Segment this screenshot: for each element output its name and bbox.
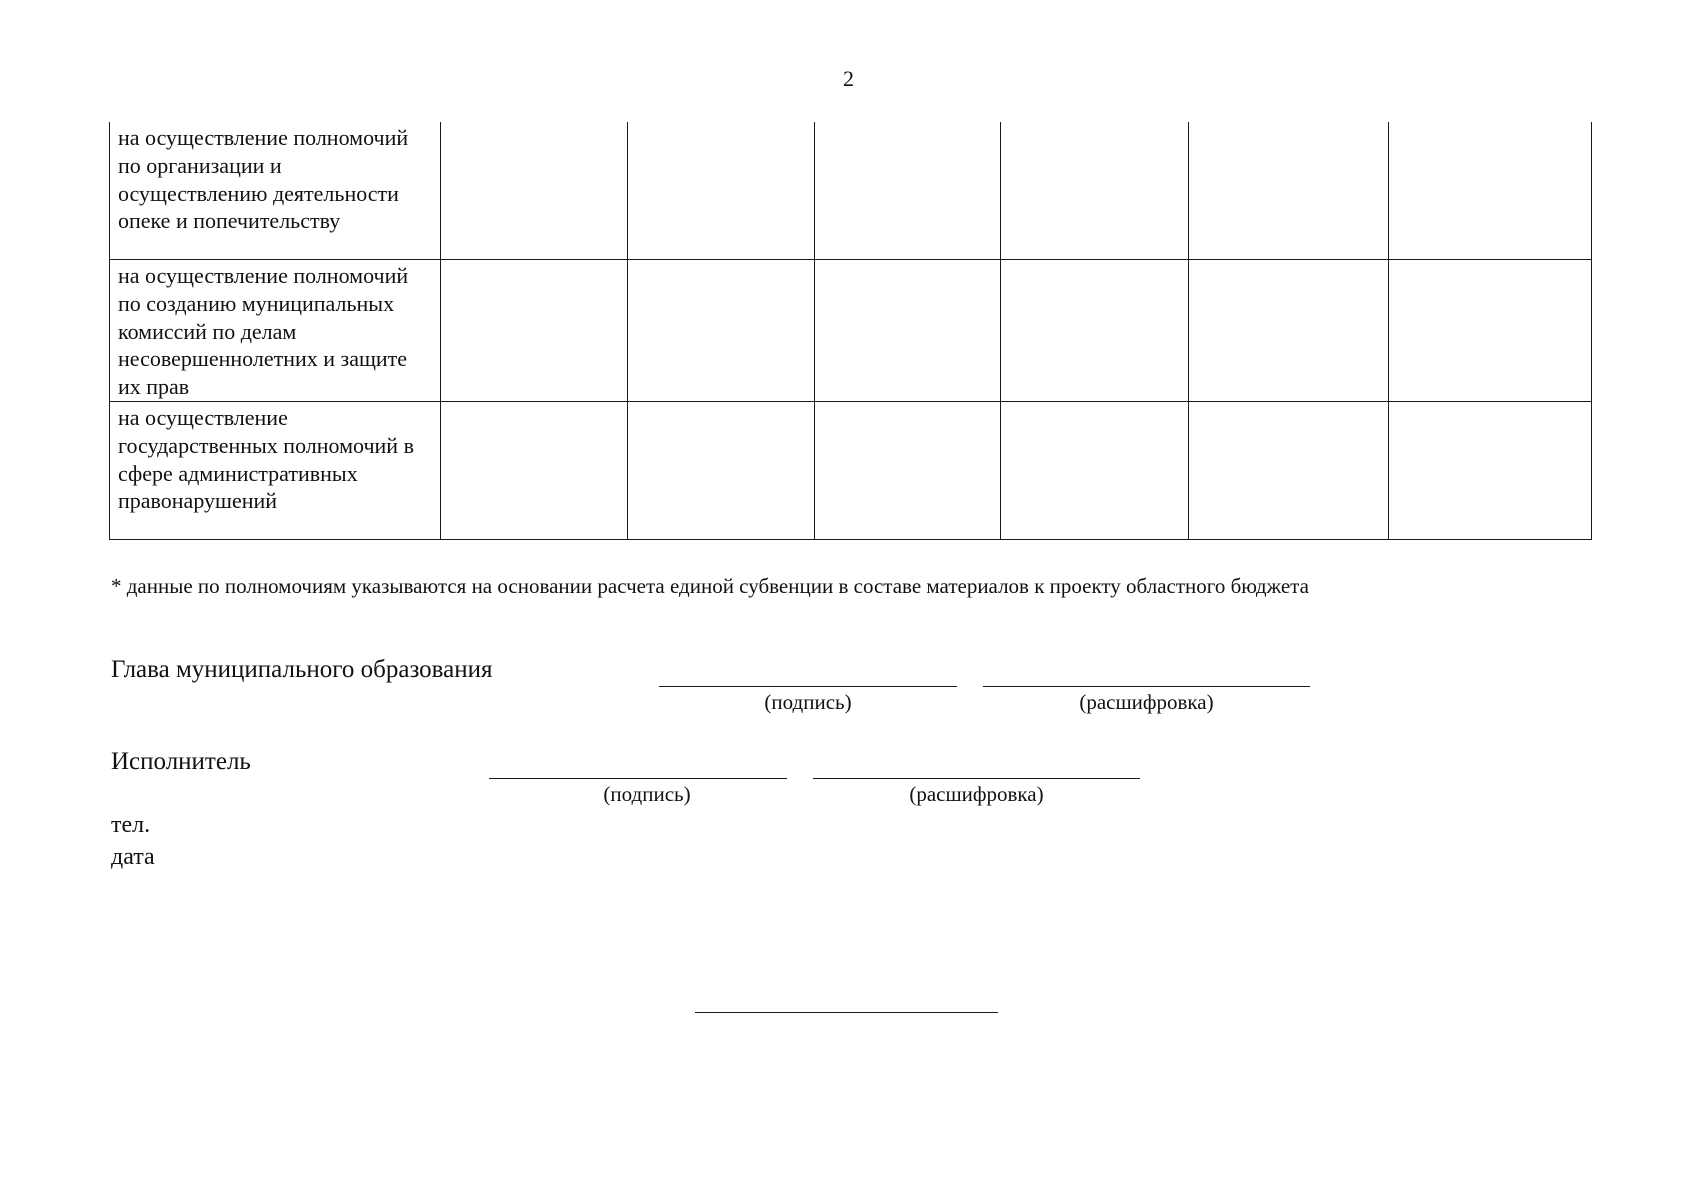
table-cell: [441, 401, 628, 539]
row-label-cell: на осуществление полномочий по созданию муниципальных комиссий по делам несовершеннолетних и защите их прав: [110, 260, 441, 402]
executor-decoding-line: [813, 778, 1140, 779]
table-cell: [1389, 260, 1592, 402]
table-row: [110, 260, 1592, 402]
executor-decoding-caption: (расшифровка): [909, 782, 1044, 806]
subvention-table: [109, 122, 1592, 540]
table-cell: [815, 260, 1001, 402]
head-signature-caption: (подпись): [764, 690, 852, 714]
table-cell: [1189, 401, 1389, 539]
end-of-document-rule: [695, 1012, 998, 1013]
executor-title: Исполнитель: [111, 748, 251, 775]
table-cell: [815, 401, 1001, 539]
table-cell: [1001, 122, 1189, 260]
table-cell: [1189, 260, 1389, 402]
table-cell: [628, 122, 815, 260]
table-cell: [1001, 401, 1189, 539]
head-title: Глава муниципального образования: [111, 656, 493, 683]
table-cell: [1389, 122, 1592, 260]
table-cell: [441, 260, 628, 402]
table-row: [110, 401, 1592, 539]
table-cell: [815, 122, 1001, 260]
table-cell: [1389, 401, 1592, 539]
row-label-cell: на осуществление полномочий по организации и осуществлению деятельности опеке и попечительству: [110, 122, 441, 260]
table-cell: [1189, 122, 1389, 260]
date-label: дата: [111, 844, 155, 870]
executor-signature-caption: (подпись): [603, 782, 691, 806]
head-signature-line: [659, 686, 957, 687]
head-decoding-line: [983, 686, 1310, 687]
executor-signature-line: [489, 778, 787, 779]
table-row: [110, 122, 1592, 260]
phone-label: тел.: [111, 812, 151, 838]
row-label-cell: на осуществление государственных полномочий в сфере административных правонарушений: [110, 401, 441, 539]
table-cell: [441, 122, 628, 260]
table-cell: [628, 260, 815, 402]
table-cell: [1001, 260, 1189, 402]
head-decoding-caption: (расшифровка): [1079, 690, 1214, 714]
page-number: 2: [843, 66, 854, 91]
table-cell: [628, 401, 815, 539]
footnote: * данные по полномочиям указываются на основании расчета единой субвенции в составе материалов к проекту областного бюджета: [111, 574, 1309, 598]
